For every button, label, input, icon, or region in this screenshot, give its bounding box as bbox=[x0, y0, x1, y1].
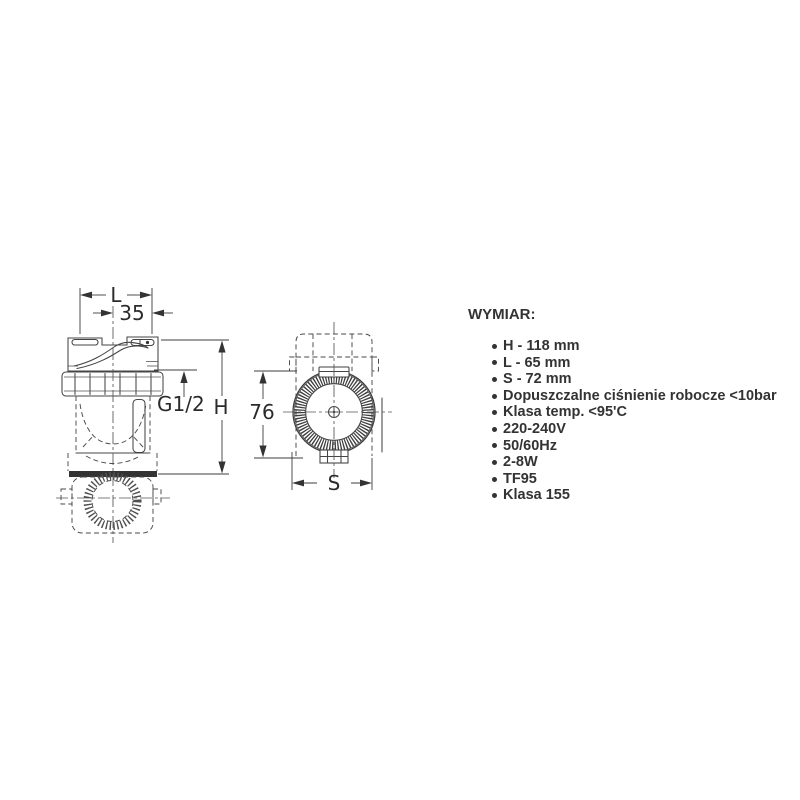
dim-76 bbox=[249, 371, 303, 458]
dim-35 bbox=[93, 301, 173, 325]
side-view bbox=[56, 306, 170, 543]
spec-item-s: S - 72 mm bbox=[468, 371, 768, 388]
union-nut bbox=[62, 372, 163, 396]
spec-item-voltage: 220-240V bbox=[468, 421, 768, 438]
dim-label-L: L bbox=[110, 283, 122, 307]
motor-housing-hidden bbox=[61, 476, 161, 533]
knurled-knob-side bbox=[88, 476, 138, 526]
spec-item-class: Klasa 155 bbox=[468, 487, 768, 504]
spec-item-temp: Klasa temp. <95'C bbox=[468, 404, 768, 421]
dim-thread bbox=[154, 370, 205, 416]
spec-item-h: H - 118 mm bbox=[468, 338, 768, 355]
spec-item-power: 2-8W bbox=[468, 454, 768, 471]
specs-list bbox=[468, 338, 777, 504]
dim-label-76: 76 bbox=[249, 400, 275, 424]
dim-label-S: S bbox=[327, 471, 341, 495]
spec-item-pressure: Dopuszczalne ciśnienie robocze <10bar bbox=[468, 388, 768, 405]
dim-label-thread: G1/2 bbox=[157, 392, 205, 416]
dim-label-H: H bbox=[213, 395, 229, 419]
spec-item-l: L - 65 mm bbox=[468, 355, 768, 372]
pump-body-hidden bbox=[68, 396, 157, 471]
spec-item-tf: TF95 bbox=[468, 471, 768, 488]
front-view bbox=[283, 322, 392, 478]
specs-panel bbox=[468, 306, 777, 504]
spec-item-freq: 50/60Hz bbox=[468, 438, 768, 455]
specs-title: WYMIAR: bbox=[468, 306, 536, 323]
dim-label-35: 35 bbox=[119, 301, 145, 325]
